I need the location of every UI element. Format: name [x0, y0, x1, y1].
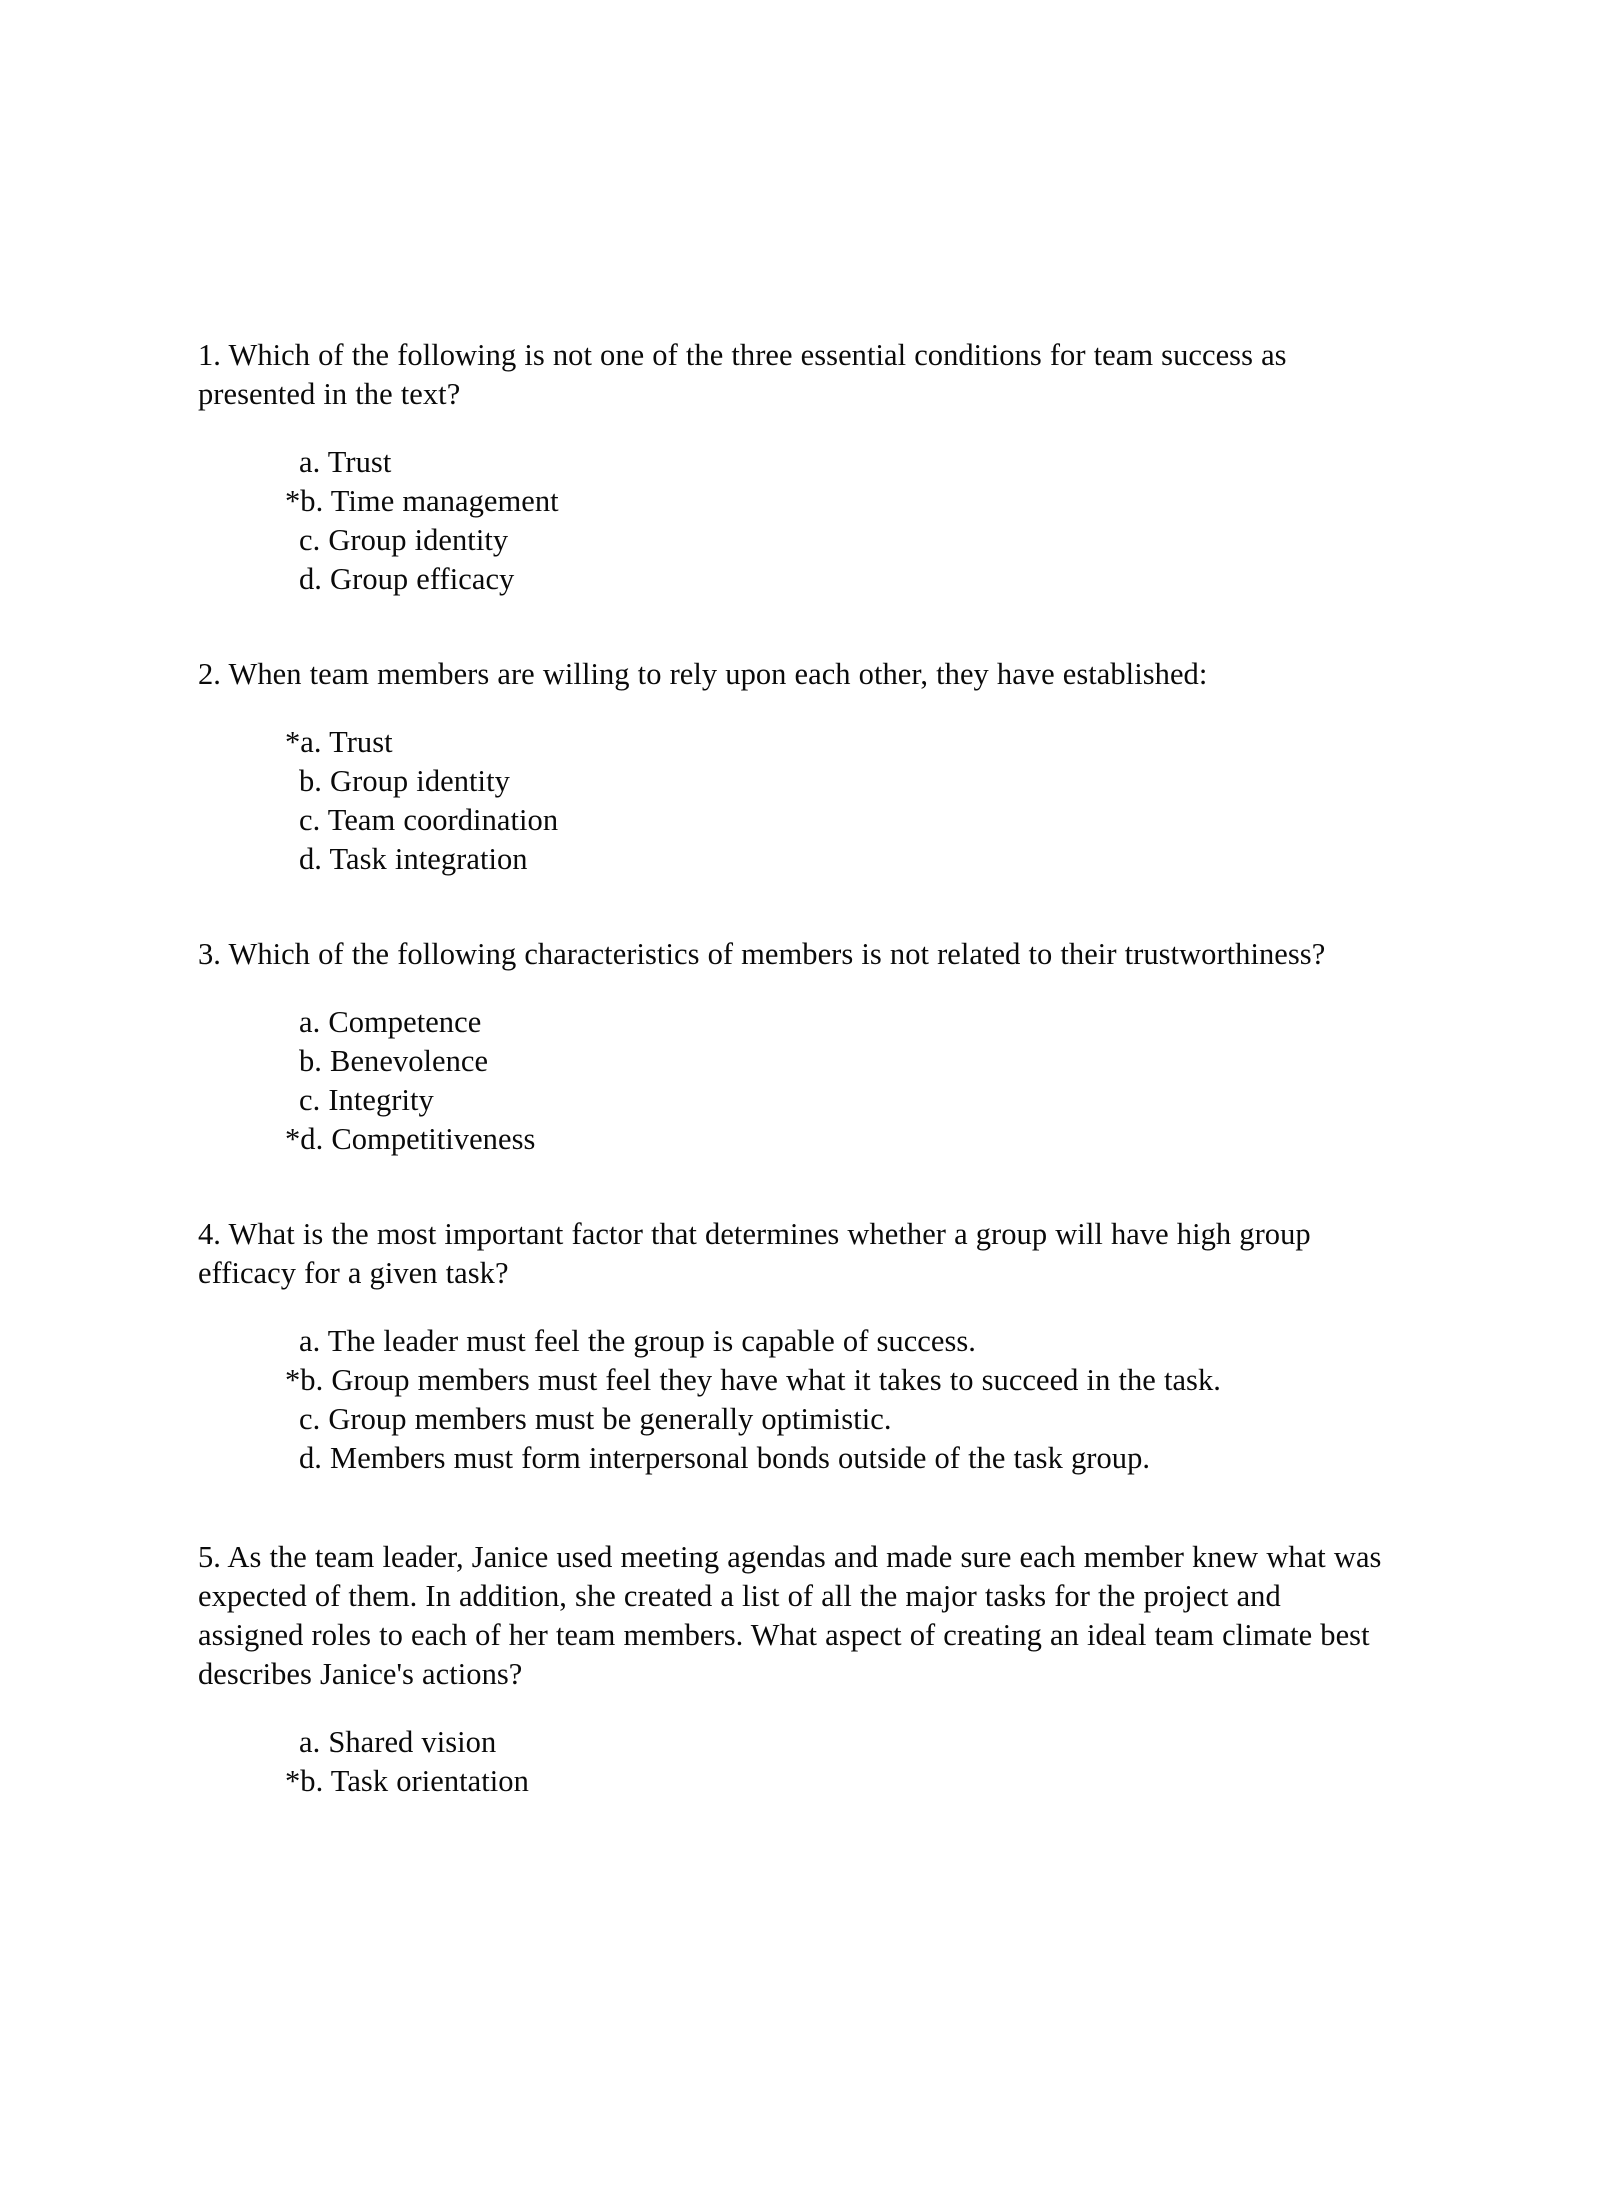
option-3a[interactable]: a. Competence — [299, 1005, 482, 1039]
option-2c[interactable]: c. Team coordination — [299, 803, 559, 837]
quiz-content — [198, 336, 1388, 1801]
option-4d[interactable]: d. Members must form interpersonal bonds outside of the task group. — [299, 1441, 1151, 1475]
option-4b[interactable]: *b. Group members must feel they have what it takes to succeed in the task. — [285, 1363, 1221, 1397]
question-block-3 — [198, 935, 1388, 1159]
block-spacer-2 — [198, 879, 1388, 935]
question-stem-3: 3. Which of the following characteristics of members is not related to their trustworthiness? — [198, 937, 1326, 971]
option-5b[interactable]: *b. Task orientation — [285, 1764, 529, 1798]
option-1a[interactable]: a. Trust — [299, 445, 392, 479]
option-3c[interactable]: c. Integrity — [299, 1083, 434, 1117]
question-block-4 — [198, 1215, 1388, 1478]
block-spacer-4 — [198, 1478, 1388, 1538]
option-list-3 — [285, 1003, 1388, 1159]
question-stem-5: 5. As the team leader, Janice used meeting agendas and made sure each member knew what was expected of them. In addition, she created a list of all the major tasks for the project and assigned roles to each of her team members. What aspect of creating an ideal team climate best describes Janice's actions? — [198, 1540, 1382, 1691]
option-list-5 — [285, 1723, 1388, 1801]
question-stem-1: 1. Which of the following is not one of the three essential conditions for team success as presented in the text? — [198, 338, 1287, 411]
question-stem-4: 4. What is the most important factor that determines whether a group will have high group efficacy for a given task? — [198, 1217, 1311, 1290]
option-3d[interactable]: *d. Competitiveness — [285, 1122, 536, 1156]
option-2a[interactable]: *a. Trust — [285, 725, 393, 759]
question-block-2 — [198, 655, 1388, 879]
option-list-4 — [285, 1322, 1388, 1478]
question-block-5 — [198, 1538, 1388, 1801]
question-block-1 — [198, 336, 1388, 599]
option-1d[interactable]: d. Group efficacy — [299, 562, 515, 596]
option-3b[interactable]: b. Benevolence — [299, 1044, 489, 1078]
option-2b[interactable]: b. Group identity — [299, 764, 510, 798]
option-5a[interactable]: a. Shared vision — [299, 1725, 497, 1759]
option-1b[interactable]: *b. Time management — [285, 484, 559, 518]
option-list-2 — [285, 723, 1388, 879]
question-stem-2: 2. When team members are willing to rely upon each other, they have established: — [198, 657, 1208, 691]
option-4a[interactable]: a. The leader must feel the group is capable of success. — [299, 1324, 976, 1358]
block-spacer-1 — [198, 599, 1388, 655]
option-4c[interactable]: c. Group members must be generally optimistic. — [299, 1402, 892, 1436]
block-spacer-3 — [198, 1159, 1388, 1215]
option-2d[interactable]: d. Task integration — [299, 842, 528, 876]
option-1c[interactable]: c. Group identity — [299, 523, 509, 557]
option-list-1 — [285, 443, 1388, 599]
